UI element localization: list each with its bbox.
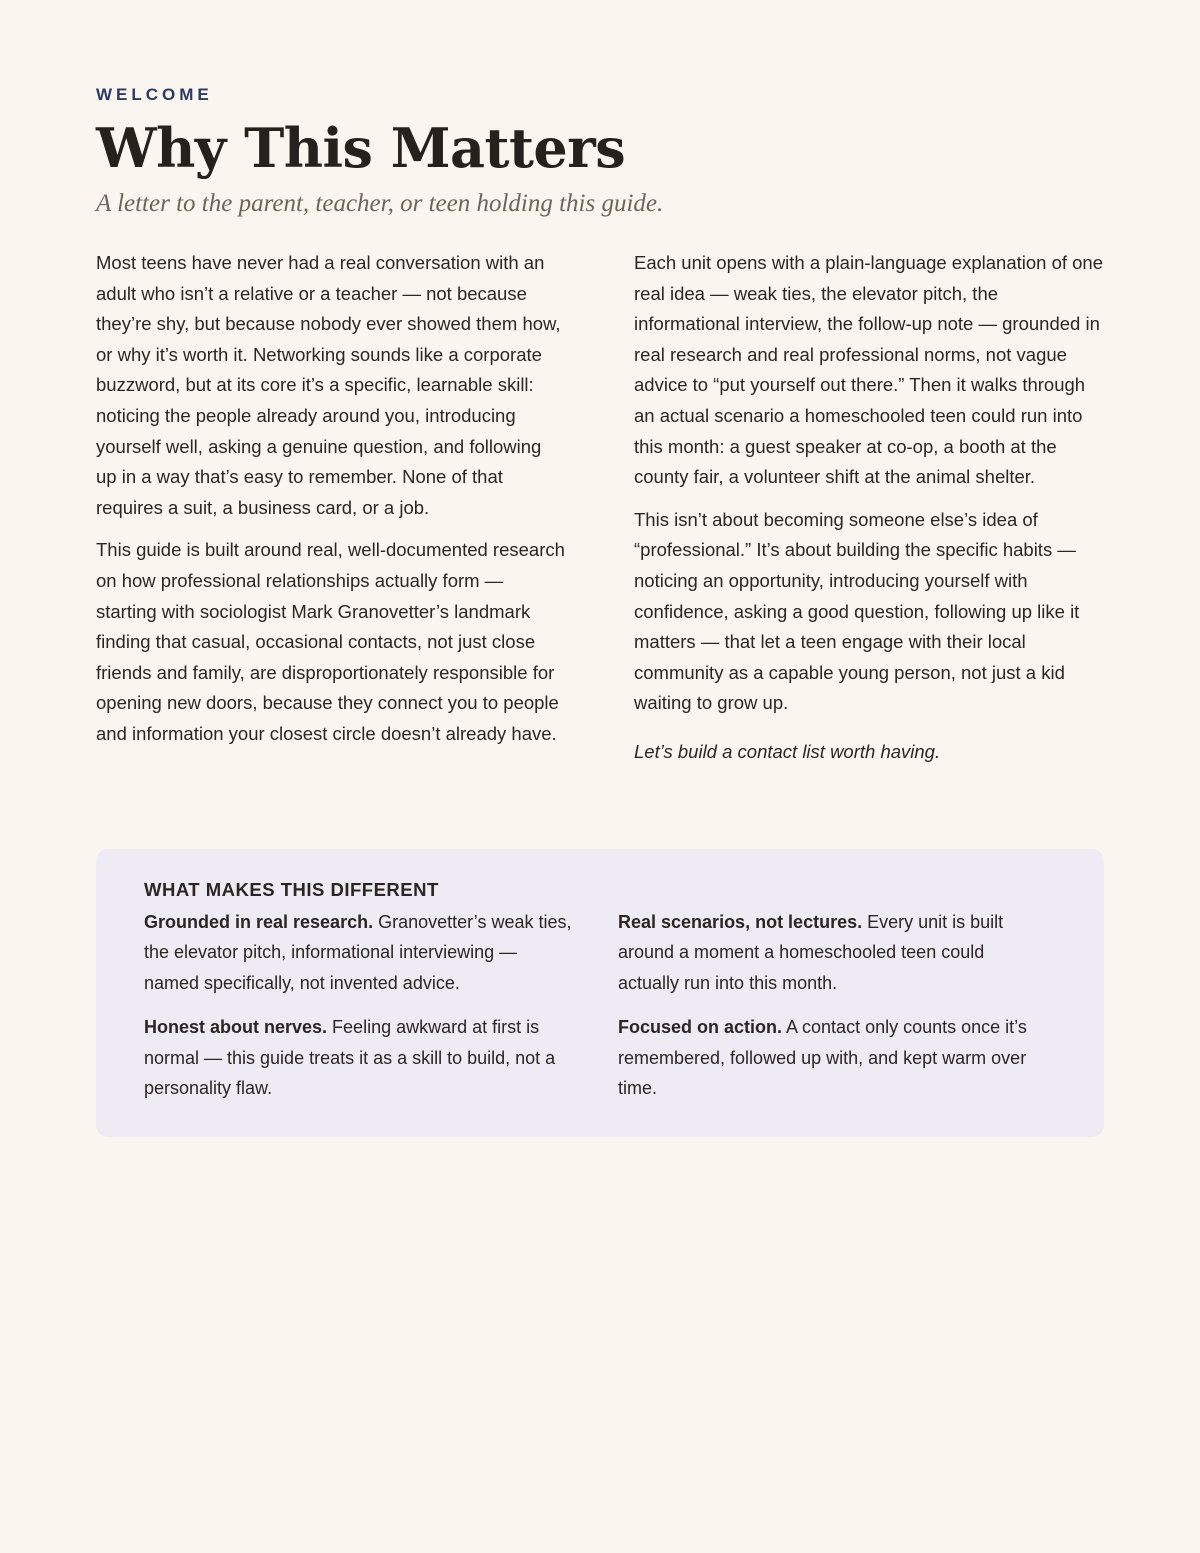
section-eyebrow: WELCOME (96, 85, 213, 104)
feature-lead: Grounded in real research. (144, 912, 374, 932)
feature-item (618, 1012, 1048, 1103)
features-grid (144, 907, 1056, 1103)
left-column (96, 248, 566, 780)
feature-lead: Real scenarios, not lectures. (618, 912, 863, 932)
body-paragraph: Most teens have never had a real conversation with an adult who isn’t a relative or a teacher — not because they’re shy, but because nobody ever showed them how, or why it’s worth it. Networking sounds like a corporate buzzword, but at its core it’s a specific, learnable skill: noticing the people already around you, introducing yourself well, asking a genuine question, and following up in a way that’s easy to remember. None of that requires a suit, a business card, or a job. (96, 252, 561, 518)
feature-item (144, 1012, 574, 1103)
body-paragraph: Each unit opens with a plain-language explanation of one real idea — weak ties, the elevator pitch, the informational interview, the follow-up note — grounded in real research and real professional norms, not vague advice to “put yourself out there.” Then it walks through an actual scenario a homeschooled teen could run into this month: a guest speaker at co-op, a booth at the county fair, a volunteer shift at the animal shelter. (634, 252, 1104, 488)
letter-body (96, 248, 1104, 780)
panel-heading: WHAT MAKES THIS DIFFERENT (144, 879, 439, 900)
feature-text: Granovetter’s weak ties, the elevator pitch, informational interviewing — named specifically, not invented advice. (144, 912, 572, 993)
feature-item (144, 907, 574, 998)
feature-item (618, 907, 1048, 998)
feature-text: Feeling awkward at first is normal — this guide treats it as a skill to build, not a personality flaw. (144, 1017, 556, 1099)
feature-lead: Focused on action. (618, 1017, 783, 1038)
feature-text: Every unit is built around a moment a homeschooled teen could actually run into this month. (618, 912, 1004, 993)
signoff-line: Let’s build a contact list worth having. (634, 740, 941, 762)
differences-panel (96, 849, 1104, 1137)
body-paragraph: This isn’t about becoming someone else’s idea of “professional.” It’s about building the specific habits — noticing an opportunity, introducing yourself with confidence, asking a good question, following up like it matters — that let a teen engage with their local community as a capable young person, not just a kid waiting to grow up. (634, 508, 1080, 714)
page-content (96, 84, 1104, 762)
feature-lead: Honest about nerves. (144, 1017, 328, 1038)
feature-text: A contact only counts once it’s remembered, followed up with, and kept warm over time. (618, 1017, 1027, 1099)
right-column (634, 248, 1104, 780)
body-paragraph: This guide is built around real, well-documented research on how professional relationships actually form — starting with sociologist Mark Granovetter’s landmark finding that casual, occasional contacts, not just close friends and family, are disproportionately responsible for opening new doors, because they connect you to people and information your closest circle doesn’t already have. (96, 539, 565, 744)
page-subtitle: A letter to the parent, teacher, or teen holding this guide. (96, 190, 664, 217)
page-title: Why This Matters (96, 116, 626, 180)
